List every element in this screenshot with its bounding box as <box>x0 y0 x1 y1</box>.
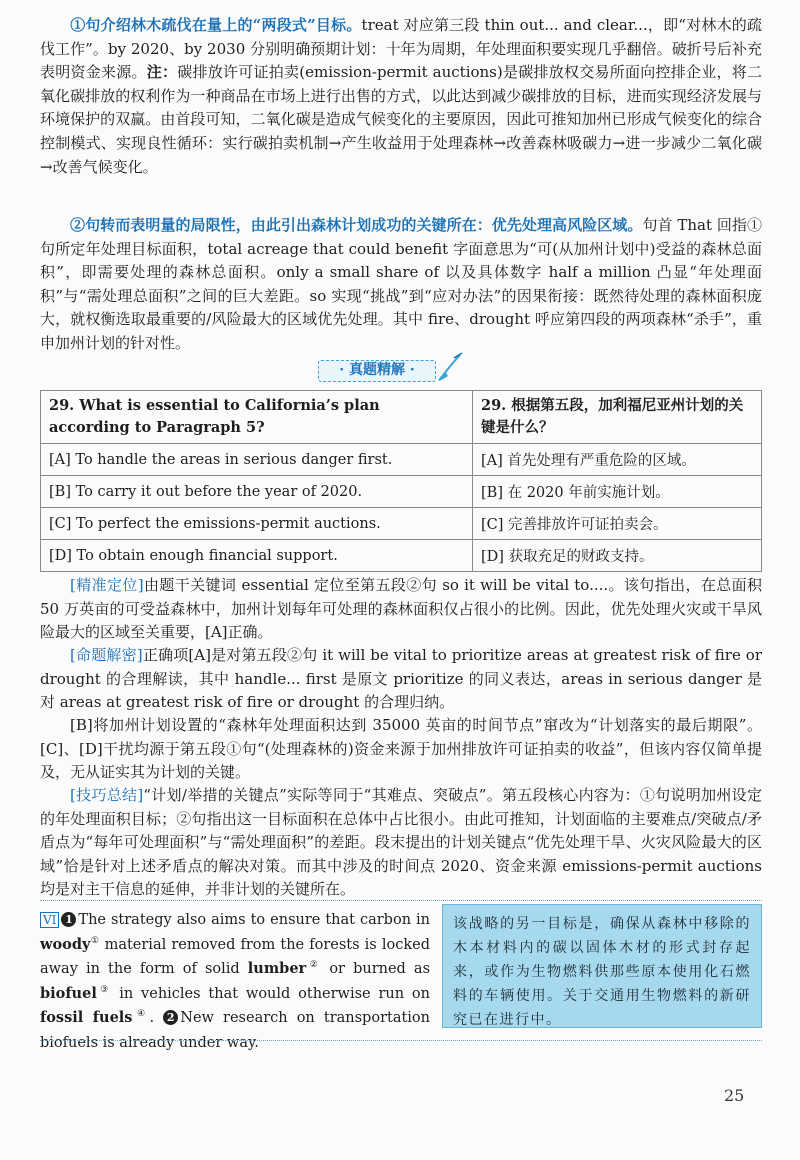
option-c-en: [C] To perfect the emissions-permit auctions. <box>41 508 473 540</box>
note-decode-2-text: [B]将加州计划设置的“森林年处理面积达到 35000 英亩的时间节点”窜改为“计划落实的最后期限”。[C]、[D]干扰均源于第五段①句“(处理森林的)资金来源于加州排放许可证拍卖的收益”，但该内容仅简单提及，无从证实其为计划的关键。 <box>40 716 762 782</box>
option-a-en: [A] To handle the areas in serious danger first. <box>41 444 473 476</box>
note-decode-text: 正确项[A]是对第五段②句 it will be vital to prioritize areas at greatest risk of fire or drought 的合理解读，其中 handle... first 是原文 prioritize 的同义表达，areas in serious danger 是对 areas at greatest risk of fire or drought 的合理归纳。 <box>40 646 762 712</box>
question-table <box>40 390 762 572</box>
option-c-zh: [C] 完善排放许可证拍卖会。 <box>473 508 762 540</box>
question-zh: 29. 根据第五段，加利福尼亚州计划的关键是什么？ <box>473 391 762 444</box>
analysis-body-1: treat 对应第三段 thin out... and clear...，即“对林木的疏伐工作”。by 2020、by 2030 分别明确预期计划：十年为周期，年处理面积要实现几乎翻倍。破折号后补充表明资金来源。 <box>40 16 762 82</box>
question-en: 29. What is essential to California’s plan according to Paragraph 5? <box>41 391 473 444</box>
vocab-lumber: lumber <box>247 960 307 977</box>
footnote-2: ② <box>306 960 322 971</box>
note-locate <box>40 574 762 645</box>
option-a-zh: [A] 首先处理有严重危险的区域。 <box>473 444 762 476</box>
passage-text: The strategy also aims to ensure that carbon in <box>78 912 430 928</box>
option-d-zh: [D] 获取充足的财政支持。 <box>473 540 762 572</box>
note-locate-tag: [精准定位] <box>70 576 144 594</box>
note-decode-tag: [命题解密] <box>70 646 143 664</box>
passage-text: material removed from the forests is locked away in the form of solid <box>40 936 430 977</box>
passage-paragraph <box>40 908 430 1055</box>
analysis-lead-1: ①句介绍林木疏伐在量上的“两段式”目标。 <box>70 16 362 34</box>
note-decode-2 <box>40 714 762 785</box>
option-b-zh: [B] 在 2020 年前实施计划。 <box>473 476 762 508</box>
vocab-fossil-fuels: fossil fuels <box>40 1009 133 1026</box>
footnote-3: ③ <box>96 984 112 995</box>
brush-icon <box>436 352 464 382</box>
note-decode <box>40 644 762 715</box>
paragraph-number: VI <box>40 912 59 928</box>
note-tips <box>40 784 762 902</box>
analysis-body-2: 句首 That 回指①句所定年处理目标面积，total acreage that could benefit 字面意思为“可(从加州计划中)受益的森林总面积”，即需要处理的森林总面积。only a small share of 以及具体数字 half a million 凸显“年处理面积”与“需处理总面积”之间的巨大差距。so 实现“挑战”到“应对办法”的因果衔接：既然待处理的森林面积庞大，就权衡选取最重要的/风险最大的区域优先处理。其中 fire、drought 呼应第四段的两项森林“杀手”，重申加州计划的针对性。 <box>40 216 762 352</box>
passage-text: or burned as <box>321 961 431 977</box>
analysis-paragraph-2 <box>40 214 762 356</box>
divider-bottom <box>40 1040 762 1041</box>
analysis-paragraph-1 <box>40 14 762 179</box>
sentence-1-marker: 1 <box>61 912 76 927</box>
passage-text: in vehicles that would otherwise run on <box>111 985 430 1002</box>
divider-top <box>40 900 762 901</box>
page-number: 25 <box>724 1086 745 1105</box>
passage-text: . <box>149 1010 155 1026</box>
sentence-2-marker: 2 <box>163 1010 178 1025</box>
analysis-lead-2: ②句转而表明量的局限性，由此引出森林计划成功的关键所在：优先处理高风险区域。 <box>70 216 643 234</box>
analysis-note: 碳排放许可证拍卖(emission-permit auctions)是碳排放权交易所面向控排企业，将二氧化碳排放的权利作为一种商品在市场上进行出售的方式，以此达到减少碳排放的目标，进而实现经济发展与环境保护的双赢。由首段可知，二氧化碳是造成气候变化的主要原因，因此可推知加州已形成气候变化的综合控制模式、实现良性循环：实行碳拍卖机制→产生收益用于处理森林→改善森林吸碳力→进一步减少二氧化碳→改善气候变化。 <box>40 63 762 176</box>
note-locate-text: 由题干关键词 essential 定位至第五段②句 so it will be vital to....。该句指出，在总面积 50 万英亩的可受益森林中，加州计划每年可处理的森林面积仅占很小的比例。因此，优先处理火灾或干旱风险最大的区域至关重要，[A]正确。 <box>40 576 762 642</box>
note-tips-tag: [技巧总结] <box>70 786 144 804</box>
option-row-a <box>41 444 762 476</box>
section-banner <box>318 358 466 384</box>
option-row-b <box>41 476 762 508</box>
footnote-1: ① <box>90 935 100 946</box>
note-tips-text: “计划/举措的关键点”实际等同于“其难点、突破点”。第五段核心内容为：①句说明加州设定的年处理面积目标；②句指出这一目标面积在总体中占比很小。由此可推知，计划面临的主要难点/突破点/矛盾点为“每年可处理面积”与“需处理面积”的差距。段末提出的计划关键点“优先处理干旱、火灾风险最大的区域”恰是针对上述矛盾点的解决对策。而其中涉及的时间点 2020、资金来源 emissions-permit auctions 均是对主干信息的延伸，并非计划的关键所在。 <box>40 786 762 899</box>
question-row <box>41 391 762 444</box>
passage-text: New research on transportation biofuels is already under way. <box>40 1010 430 1051</box>
vocab-biofuel: biofuel <box>40 984 97 1002</box>
option-row-c <box>41 508 762 540</box>
option-d-en: [D] To obtain enough financial support. <box>41 540 473 572</box>
vocab-woody: woody <box>40 935 91 953</box>
note-label: 注： <box>146 63 178 82</box>
section-banner-label: · 真题精解 · <box>318 360 436 382</box>
option-row-d <box>41 540 762 572</box>
option-b-en: [B] To carry it out before the year of 2020. <box>41 476 473 508</box>
translation-box: 该战略的另一目标是，确保从森林中移除的木本材料内的碳以固体木材的形式封存起来，或作为生物燃料供那些原本使用化石燃料的车辆使用。关于交通用生物燃料的新研究已在进行中。 <box>442 904 762 1028</box>
footnote-4: ④ <box>132 1009 150 1020</box>
